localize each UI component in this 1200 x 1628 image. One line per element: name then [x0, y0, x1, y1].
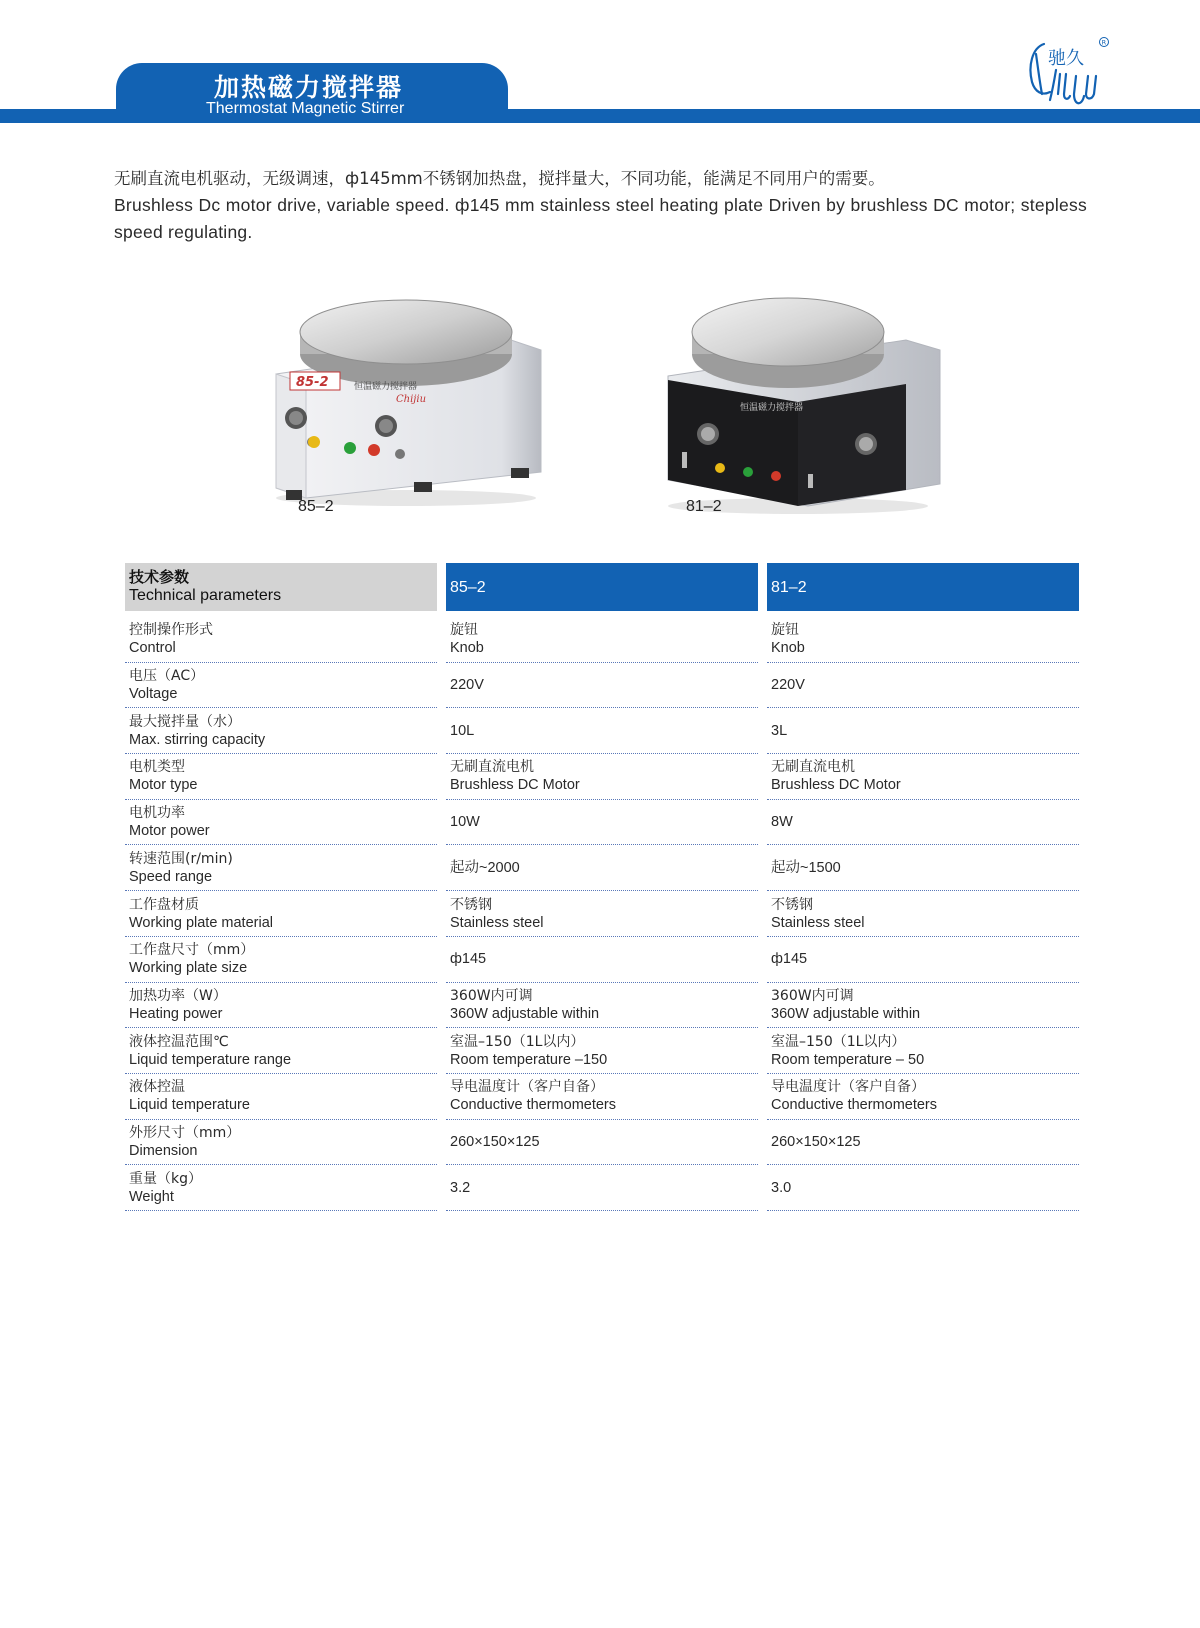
- intro: [114, 166, 1087, 246]
- cell-text-en: Brushless DC Motor: [771, 777, 901, 794]
- value-cell: [446, 937, 758, 983]
- cell-text-cn: 不锈钢: [450, 896, 492, 913]
- param-cell: [125, 754, 437, 800]
- table-row: [125, 708, 1079, 754]
- page-title-en: Thermostat Magnetic Stirrer: [206, 100, 405, 117]
- param-cell: [125, 708, 437, 754]
- cell-text-cn: 电机功率: [129, 805, 185, 822]
- value-cell: [446, 983, 758, 1029]
- value-cell: [767, 846, 1079, 892]
- cell-text-en: Knob: [771, 640, 805, 657]
- param-cell: [125, 617, 437, 663]
- value-cell: [446, 800, 758, 846]
- table-row: [125, 983, 1079, 1029]
- table-row: [125, 1165, 1079, 1211]
- cell-text-cn: 无刷直流电机: [771, 759, 855, 776]
- svg-text:R: R: [1101, 38, 1107, 47]
- cell-text-en: Liquid temperature: [129, 1097, 250, 1114]
- cell-text-en: 8W: [771, 814, 793, 831]
- cell-text-en: Control: [129, 640, 176, 657]
- cell-text-en: 10W: [450, 814, 480, 831]
- product-85-2-label: 85–2: [298, 498, 334, 515]
- value-cell: [767, 937, 1079, 983]
- cell-text-cn: 室温–150（1L以内）: [450, 1033, 585, 1050]
- cell-text-cn: 转速范围(r/min): [129, 850, 233, 867]
- value-cell: [767, 891, 1079, 937]
- panel-badge: 85-2: [296, 375, 329, 390]
- cell-text-cn: 电压（AC）: [129, 668, 205, 685]
- cell-text-cn: 无刷直流电机: [450, 759, 534, 776]
- cell-text-cn: 360W内可调: [450, 987, 533, 1004]
- cell-text-en: Motor power: [129, 823, 210, 840]
- cell-text-en: 10L: [450, 722, 475, 739]
- cell-text-en: Stainless steel: [450, 914, 544, 931]
- cell-text-en: Heating power: [129, 1005, 223, 1022]
- cell-text-en: 起动~1500: [771, 859, 841, 876]
- cell-text-en: ф145: [450, 951, 487, 968]
- cell-text-en: Working plate size: [129, 960, 248, 977]
- table-header-param: [125, 563, 437, 611]
- panel-title: 恒温磁力搅拌器: [740, 403, 804, 413]
- cell-text-cn: 最大搅拌量（水）: [129, 713, 241, 730]
- svg-text:Chijiu: Chijiu: [396, 394, 427, 405]
- cell-text-en: Voltage: [129, 686, 178, 703]
- product-85-2-image: [256, 292, 556, 512]
- param-cell: [125, 846, 437, 892]
- value-cell: [767, 708, 1079, 754]
- product-81-2-image: [648, 284, 948, 516]
- table-row: [125, 1074, 1079, 1120]
- cell-text-en: Dimension: [129, 1143, 198, 1160]
- cell-text-en: Working plate material: [129, 914, 273, 931]
- cell-text-en: Stainless steel: [771, 914, 865, 931]
- cell-text-en: 220V: [450, 677, 484, 694]
- cell-text-en: 260×150×125: [450, 1134, 540, 1151]
- value-cell: [446, 754, 758, 800]
- cell-text-cn: 旋钮: [450, 622, 478, 639]
- table-row: [125, 891, 1079, 937]
- panel-title: 恒温磁力搅拌器: [354, 382, 418, 392]
- table-row: [125, 846, 1079, 892]
- cell-text-cn: 工作盘材质: [129, 896, 199, 913]
- value-cell: [446, 617, 758, 663]
- header-param-en: Technical parameters: [129, 587, 282, 604]
- table-row: [125, 1028, 1079, 1074]
- logo-text: 驰久: [1048, 48, 1084, 69]
- header-bar: [0, 109, 1200, 123]
- cell-text-en: Motor type: [129, 777, 198, 794]
- param-cell: [125, 983, 437, 1029]
- cell-text-en: Knob: [450, 640, 484, 657]
- cell-text-en: Conductive thermometers: [450, 1097, 617, 1114]
- cell-text-en: 起动~2000: [450, 859, 520, 876]
- cell-text-cn: 控制操作形式: [129, 622, 213, 639]
- param-cell: [125, 1028, 437, 1074]
- value-cell: [767, 800, 1079, 846]
- cell-text-cn: 室温–150（1L以内）: [771, 1033, 906, 1050]
- cell-text-cn: 旋钮: [771, 622, 799, 639]
- cell-text-cn: 工作盘尺寸（mm）: [129, 942, 255, 959]
- cell-text-cn: 电机类型: [129, 759, 185, 776]
- value-cell: [446, 891, 758, 937]
- param-cell: [125, 663, 437, 709]
- cell-text-en: Max. stirring capacity: [129, 731, 266, 748]
- value-cell: [446, 663, 758, 709]
- value-cell: [767, 754, 1079, 800]
- page-title-cn: 加热磁力搅拌器: [214, 73, 404, 102]
- cell-text-cn: 外形尺寸（mm）: [129, 1125, 241, 1142]
- cell-text-cn: 导电温度计（客户自备）: [450, 1079, 604, 1096]
- cell-text-en: 3L: [771, 722, 788, 739]
- param-cell: [125, 1120, 437, 1166]
- cell-text-cn: 重量（kg）: [129, 1170, 202, 1187]
- table-row: [125, 754, 1079, 800]
- cell-text-cn: 不锈钢: [771, 896, 813, 913]
- brand-logo: [1022, 34, 1122, 110]
- table-row: [125, 937, 1079, 983]
- cell-text-cn: 360W内可调: [771, 987, 854, 1004]
- value-cell: [767, 983, 1079, 1029]
- product-81-2-label: 81–2: [686, 498, 722, 515]
- intro-en: Brushless Dc motor drive, variable speed. ф145 mm stainless steel heating plate Driven by brushless DC motor; stepless speed regulating.: [114, 195, 1087, 242]
- cell-text-en: ф145: [771, 951, 808, 968]
- value-cell: [767, 663, 1079, 709]
- value-cell: [446, 708, 758, 754]
- cell-text-en: Liquid temperature range: [129, 1051, 292, 1068]
- table-header-model-85-2: 85–2: [446, 563, 758, 611]
- cell-text-en: 260×150×125: [771, 1134, 861, 1151]
- value-cell: [767, 1028, 1079, 1074]
- cell-text-en: 3.0: [771, 1179, 792, 1196]
- cell-text-en: Room temperature – 50: [771, 1051, 925, 1068]
- value-cell: [767, 1120, 1079, 1166]
- value-cell: [446, 1074, 758, 1120]
- value-cell: [767, 1165, 1079, 1211]
- cell-text-cn: 液体控温范围℃: [129, 1033, 229, 1050]
- param-cell: [125, 800, 437, 846]
- cell-text-en: Weight: [129, 1188, 174, 1205]
- param-cell: [125, 937, 437, 983]
- cell-text-en: Brushless DC Motor: [450, 777, 580, 794]
- param-cell: [125, 891, 437, 937]
- cell-text-cn: 导电温度计（客户自备）: [771, 1079, 925, 1096]
- value-cell: [446, 1120, 758, 1166]
- value-cell: [767, 1074, 1079, 1120]
- cell-text-en: 360W adjustable within: [771, 1005, 921, 1022]
- cell-text-en: Speed range: [129, 868, 213, 885]
- cell-text-en: 3.2: [450, 1179, 471, 1196]
- value-cell: [446, 1028, 758, 1074]
- cell-text-cn: 加热功率（W）: [129, 987, 227, 1004]
- param-cell: [125, 1074, 437, 1120]
- cell-text-en: Conductive thermometers: [771, 1097, 938, 1114]
- table-row: [125, 800, 1079, 846]
- table-header-model-81-2: 81–2: [767, 563, 1079, 611]
- table-row: [125, 617, 1079, 663]
- table-row: [125, 1120, 1079, 1166]
- value-cell: [446, 846, 758, 892]
- cell-text-en: Room temperature –150: [450, 1051, 608, 1068]
- cell-text-en: 360W adjustable within: [450, 1005, 600, 1022]
- cell-text-en: 220V: [771, 677, 805, 694]
- header-param-cn: 技术参数: [129, 568, 190, 586]
- cell-text-cn: 液体控温: [129, 1079, 185, 1096]
- table-row: [125, 663, 1079, 709]
- intro-cn: 无刷直流电机驱动，无级调速，ф145mm不锈钢加热盘，搅拌量大，不同功能，能满足不同用户的需要。: [114, 169, 885, 188]
- param-cell: [125, 1165, 437, 1211]
- value-cell: [446, 1165, 758, 1211]
- value-cell: [767, 617, 1079, 663]
